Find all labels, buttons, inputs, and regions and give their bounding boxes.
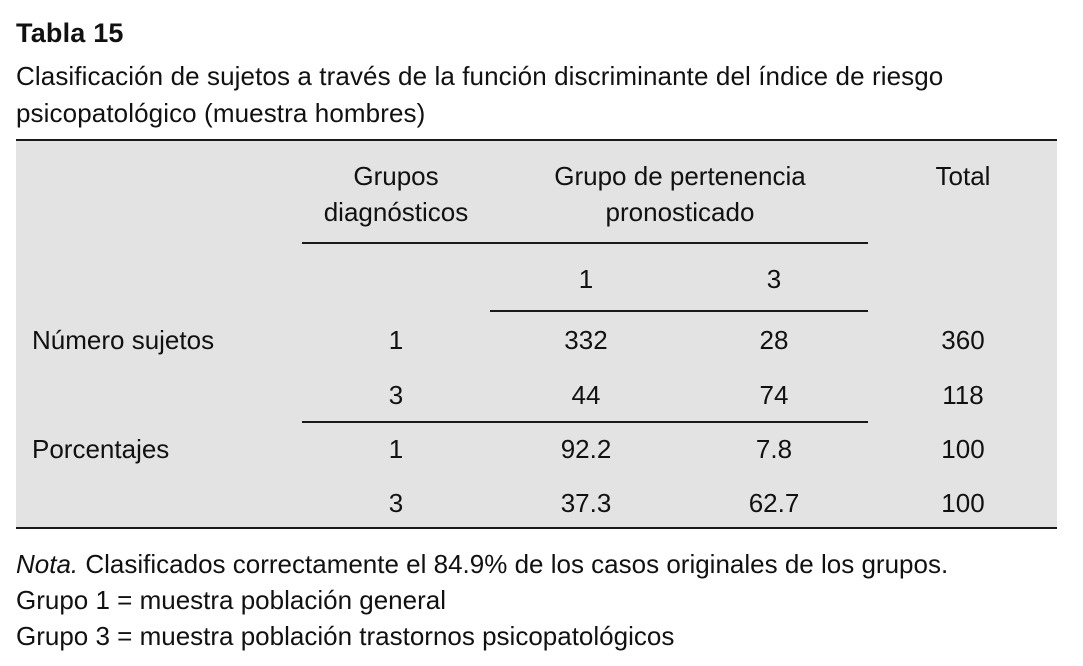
cell-grupo: 3 <box>388 380 404 410</box>
table-label: Tabla 15 <box>16 18 124 48</box>
cell-total: 360 <box>941 325 985 355</box>
nota-text: Clasificados correctamente el 84.9% de los casos originales de los grupos. <box>78 549 949 579</box>
cell-value: 92.2 <box>560 434 612 464</box>
cell-total: 118 <box>942 380 984 410</box>
header-grupos-line2: diagnósticos <box>323 197 469 227</box>
header-pertenencia-line1: Grupo de pertenencia <box>554 161 806 191</box>
cell-value: 37.3 <box>560 488 612 518</box>
header-total: Total <box>935 161 991 191</box>
note-line-2: Grupo 1 = muestra población general <box>16 585 446 615</box>
cell-value: 28 <box>759 325 789 355</box>
header-pertenencia-line2: pronosticado <box>605 197 755 227</box>
cell-value: 7.8 <box>755 434 793 464</box>
cell-value: 74 <box>759 380 789 410</box>
table-notes <box>16 546 948 654</box>
cell-grupo: 3 <box>388 488 404 518</box>
cell-grupo: 1 <box>388 434 404 464</box>
cell-total: 100 <box>941 434 985 464</box>
row-label: Número sujetos <box>32 325 215 355</box>
subheader-col-3: 3 <box>766 264 782 294</box>
cell-value: 44 <box>571 380 601 410</box>
row-label: Porcentajes <box>32 434 170 464</box>
cell-value: 62.7 <box>748 488 800 518</box>
cell-grupo: 1 <box>388 325 404 355</box>
note-line-3: Grupo 3 = muestra población trastornos psicopatológicos <box>16 621 675 651</box>
table-caption: Clasificación de sujetos a través de la función discriminante del índice de riesgo psicopatológico (muestra hombres) <box>16 61 944 128</box>
cell-total: 100 <box>941 488 985 518</box>
header-rule-pertenencia <box>490 242 868 244</box>
header-grupos-line1: Grupos <box>353 161 439 191</box>
note-line-1 <box>16 546 948 582</box>
header-rule-left <box>302 242 492 244</box>
cell-value: 332 <box>564 325 608 355</box>
section-rule <box>302 421 868 423</box>
subheader-rule <box>490 310 868 312</box>
top-rule <box>16 139 1057 141</box>
subheader-col-1: 1 <box>578 264 594 294</box>
nota-label: Nota. <box>16 549 79 579</box>
bottom-rule <box>16 527 1057 529</box>
